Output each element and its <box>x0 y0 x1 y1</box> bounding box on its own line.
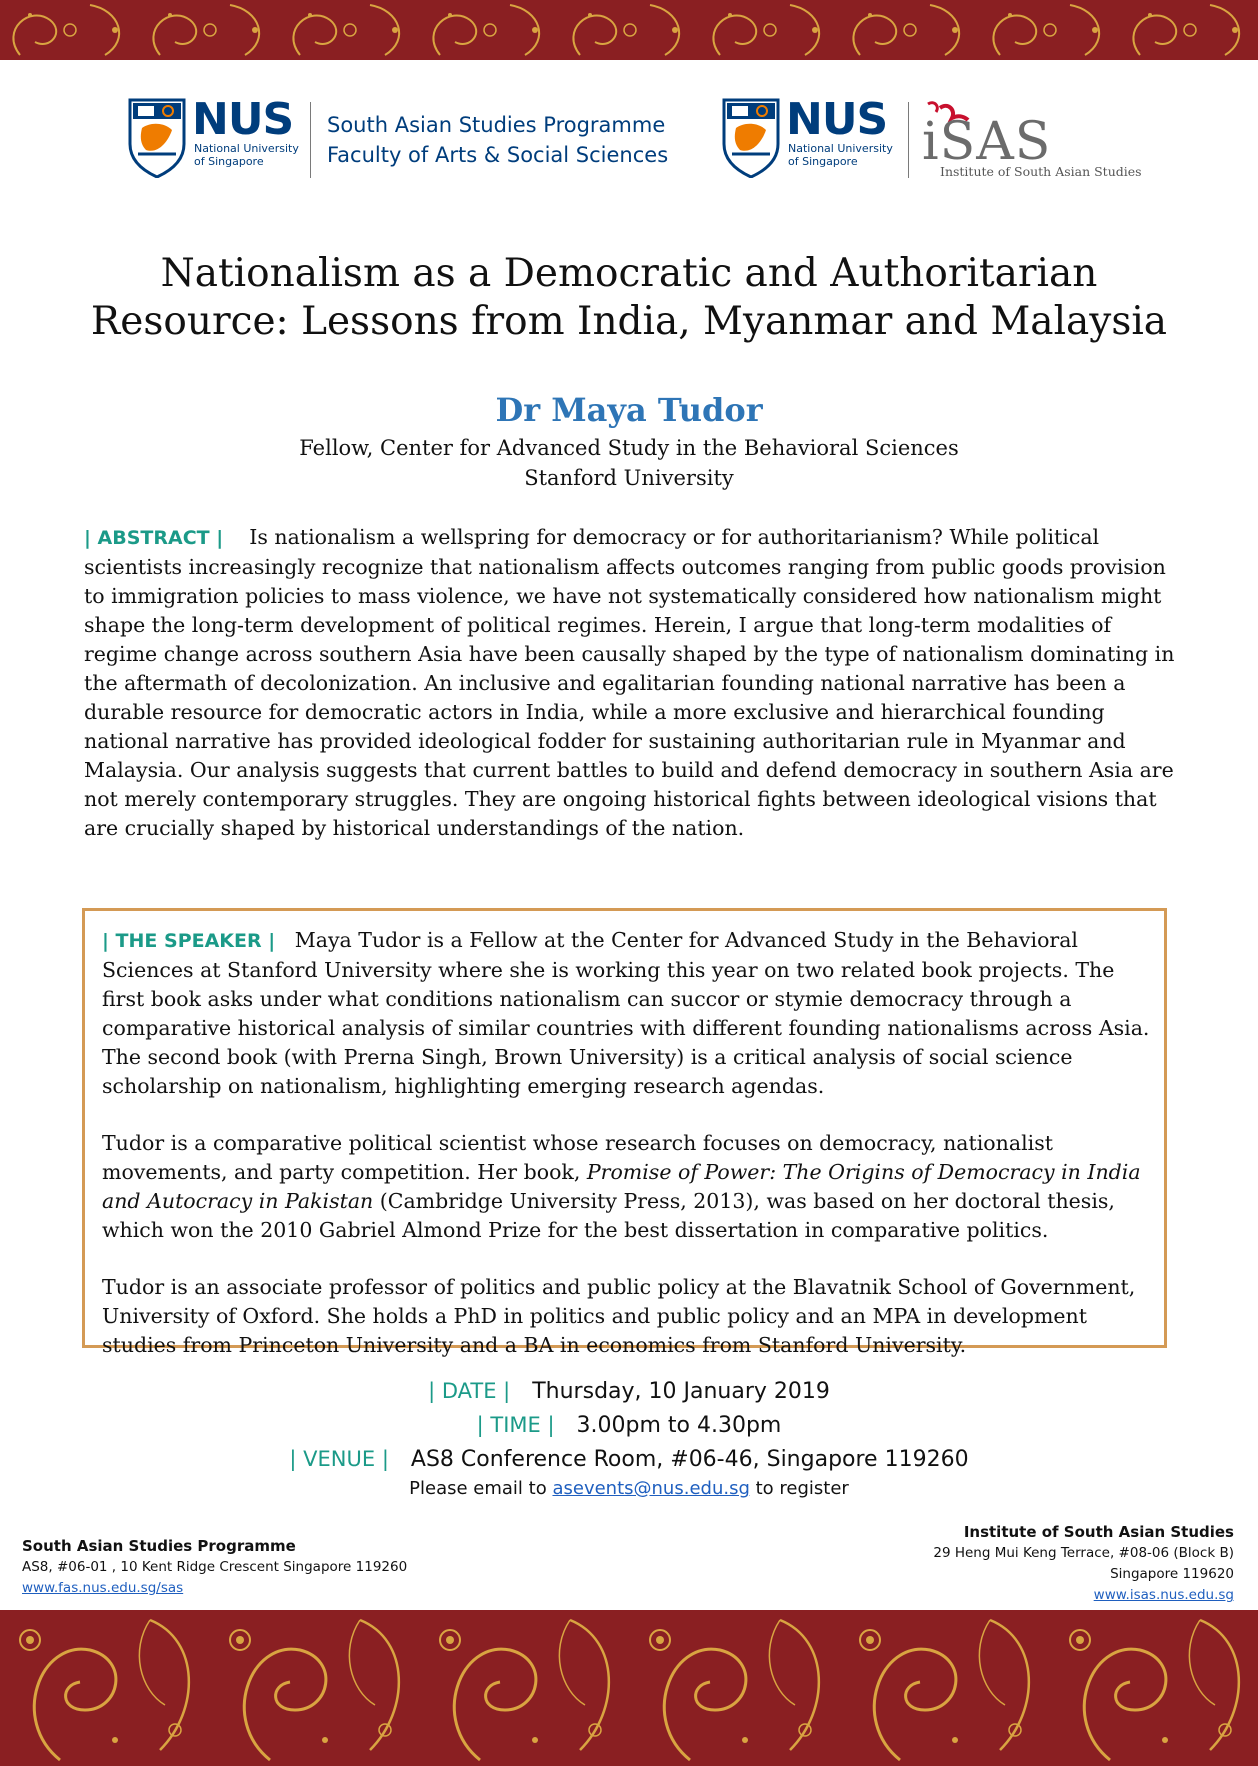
bio-paragraph-3: Tudor is an associate professor of politics and public policy at the Blavatnik School of Government, University of Oxford. She holds a PhD in politics and public policy and an MPA in development studies from Princeton University and a BA in economics from Stanford University. <box>102 1275 1136 1357</box>
venue-label: | VENUE | <box>289 1447 389 1471</box>
bio-paragraph-1 <box>102 926 1152 1101</box>
nus-crest-icon <box>722 98 780 178</box>
bio-paragraph-2 <box>102 1129 1152 1245</box>
speaker-name: Dr Maya Tudor <box>495 391 763 429</box>
register-before: Please email to <box>409 1478 547 1499</box>
nus-wordmark: NUS <box>192 94 294 145</box>
logo-divider <box>310 102 311 178</box>
bottom-decorative-band <box>0 1610 1258 1766</box>
speaker-bio-box <box>82 908 1167 1357</box>
register-after: to register <box>755 1478 849 1499</box>
sasp-address-line: AS8, #06-01 , 10 Kent Ridge Crescent Singapore 119260 <box>22 1559 408 1575</box>
paisley-pattern-top <box>0 0 1258 60</box>
book-title: Promise of Power: The Origins of Democracy in India and Autocracy in Pakistan <box>102 1160 1141 1213</box>
speaker-label: | THE SPEAKER | <box>102 930 276 952</box>
sasp-name <box>327 110 668 170</box>
nus-crest-icon <box>128 98 186 178</box>
top-decorative-band <box>0 0 1258 60</box>
nus-subtitle: National University of Singapore <box>788 142 893 168</box>
isas-logo <box>722 94 1142 188</box>
event-title <box>40 250 1218 346</box>
isas-address-line1: 29 Heng Mui Keng Terrace, #08-06 (Block B) <box>933 1545 1234 1561</box>
venue-value: AS8 Conference Room, #06-46, Singapore 119260 <box>410 1447 969 1472</box>
abstract-body: Is nationalism a wellspring for democracy or for authoritarianism? While political scientists increasingly recognize that nationalism affects outcomes ranging from public goods provision to immigration policies to mass violence, we have not systematically considered how nationalism might shape the long-term development of political regimes. Herein, I argue that long-term modalities of regime change across southern Asia have been causally shaped by the type of nationalism dominating in the aftermath of decolonization. An inclusive and egalitarian founding national narrative has been a durable resource for democratic actors in India, while a more exclusive and hierarchical founding national narrative has provided ideological fodder for sustaining authoritarian rule in Myanmar and Malaysia. Our analysis suggests that current battles to build and defend democracy in southern Asia are not merely contemporary struggles. They are ongoing historical fights between ideological visions that are crucially shaped by historical understandings of the nation. <box>84 525 1175 840</box>
nus-subtitle: National University of Singapore <box>194 142 299 168</box>
time-value: 3.00pm to 4.30pm <box>576 1413 782 1438</box>
logo-divider <box>908 102 909 178</box>
event-time <box>0 1409 1258 1442</box>
isas-subtitle: Institute of South Asian Studies <box>940 164 1142 179</box>
event-date <box>0 1375 1258 1408</box>
abstract-label: | ABSTRACT | <box>84 527 224 549</box>
sasp-website-link[interactable]: www.fas.nus.edu.sg/sas <box>22 1580 184 1596</box>
bio-p2-before: Tudor is a comparative political scientist whose research focuses on democracy, nationalist movements, and party competition. Her book, <box>102 1131 1053 1184</box>
bio-p1-text: Maya Tudor is a Fellow at the Center for Advanced Study in the Behavioral Sciences at Stanford University where she is working this year on two related book projects. The first book asks under what conditions nationalism can succor or stymie democracy through a comparative historical analysis of similar countries with different founding nationalisms across Asia. The second book (with Prerna Singh, Brown University) is a critical analysis of social science scholarship on nationalism, highlighting emerging research agendas. <box>102 928 1150 1098</box>
abstract-text <box>84 523 1184 843</box>
nus-wordmark: NUS <box>786 94 888 145</box>
bio-p2-after: (Cambridge University Press, 2013), was based on her doctoral thesis, which won the 2010 Gabriel Almond Prize for the best dissertation in comparative politics. <box>102 1189 1115 1242</box>
register-email-link[interactable]: asevents@nus.edu.sg <box>552 1478 750 1499</box>
sasp-logo <box>128 94 688 188</box>
date-value: Thursday, 10 January 2019 <box>532 1379 830 1404</box>
speaker-position: Fellow, Center for Advanced Study in the Behavioral Sciences <box>299 436 959 460</box>
event-venue <box>0 1443 1258 1476</box>
isas-website-link[interactable]: www.isas.nus.edu.sg <box>1093 1587 1234 1603</box>
sasp-address <box>22 1536 407 1599</box>
title-line2: Resource: Lessons from India, Myanmar and Malaysia <box>90 299 1168 344</box>
isas-address-name: Institute of South Asian Studies <box>963 1523 1234 1541</box>
speaker-institution: Stanford University <box>524 466 734 490</box>
title-line1: Nationalism as a Democratic and Authoritarian <box>160 251 1098 296</box>
time-label: | TIME | <box>476 1413 555 1437</box>
registration-note <box>0 1476 1258 1502</box>
date-label: | DATE | <box>428 1379 511 1403</box>
sasp-line2: Faculty of Arts & Social Sciences <box>327 143 669 167</box>
paisley-pattern-bottom <box>0 1610 1258 1766</box>
sasp-address-name: South Asian Studies Programme <box>22 1537 296 1555</box>
isas-address <box>933 1522 1234 1606</box>
sasp-line1: South Asian Studies Programme <box>327 113 666 137</box>
isas-address-line2: Singapore 119620 <box>1110 1566 1234 1582</box>
abstract-section <box>84 523 1184 843</box>
isas-wordmark: iSAS <box>922 112 1052 172</box>
